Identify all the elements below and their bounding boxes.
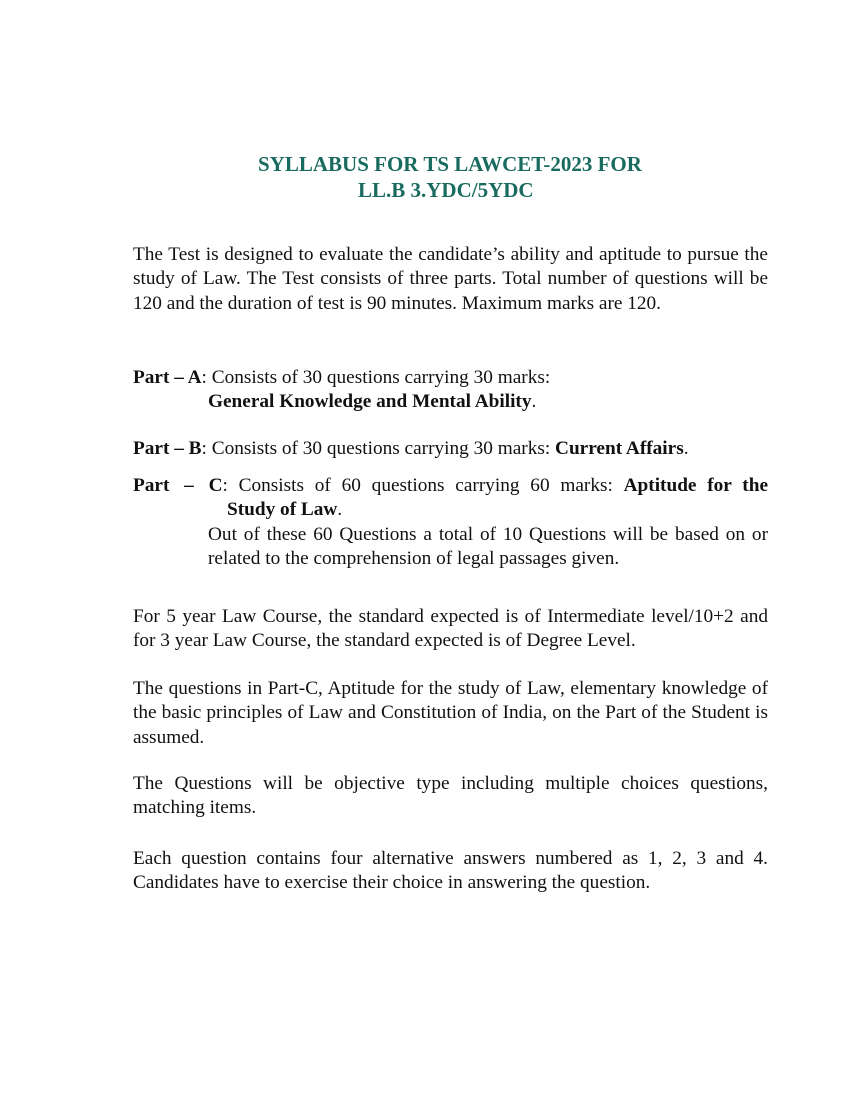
intro-text: The Test is designed to evaluate the candidate’s ability and aptitude to pursue the study of Law. The Test consists of three parts. Total number of questions will be 120 and the duration of test is 90 minutes. Maximum marks are 120. xyxy=(133,244,768,314)
part-a-subject: General Knowledge and Mental Ability xyxy=(208,391,532,413)
title-text-1: SYLLABUS FOR TS LAWCET-2023 FOR xyxy=(258,152,642,176)
part-a xyxy=(133,366,768,415)
paragraph-text: The questions in Part-C, Aptitude for the study of Law, elementary knowledge of the basic principles of Law and Constitution of India, on the Part of the Student is assumed. xyxy=(133,678,768,748)
paragraph-text: The Questions will be objective type including multiple choices questions, matching items. xyxy=(133,773,768,819)
part-a-label: Part – A xyxy=(133,367,202,388)
part-b-text: : Consists of 30 questions carrying 30 marks: xyxy=(201,438,556,459)
paragraph-text: For 5 year Law Course, the standard expected is of Intermediate level/10+2 and for 3 year Law Course, the standard expected is of Degree Level. xyxy=(133,606,768,652)
part-c-note: Out of these 60 Questions a total of 10 Questions will be based on or related to the comprehension of legal passages given. xyxy=(208,523,768,569)
part-c-end: . xyxy=(337,499,343,521)
part-b-subject: Current Affairs xyxy=(555,438,684,459)
intro-paragraph xyxy=(133,243,768,316)
part-c-subject-1: Aptitude for the xyxy=(623,475,768,496)
part-a-text: : Consists of 30 questions carrying 30 marks: xyxy=(201,367,551,388)
part-c-subject-2: Study of Law xyxy=(227,499,338,521)
part-c xyxy=(133,474,768,571)
part-b xyxy=(133,437,768,461)
paragraph-part-c xyxy=(133,677,768,750)
paragraph-objective xyxy=(133,772,768,821)
part-c-label: Part – C xyxy=(133,475,223,496)
part-c-text: : Consists of 60 questions carrying 60 marks: xyxy=(222,475,624,496)
part-b-label: Part – B xyxy=(133,438,202,459)
paragraph-answers xyxy=(133,847,768,896)
part-b-end: . xyxy=(683,438,689,459)
paragraph-standard xyxy=(133,605,768,654)
part-a-end: . xyxy=(531,391,537,413)
title-text-2: LL.B 3.YDC/5YDC xyxy=(358,178,534,202)
paragraph-text: Each question contains four alternative answers numbered as 1, 2, 3 and 4. Candidates have to exercise their choice in answering the question. xyxy=(133,848,768,894)
